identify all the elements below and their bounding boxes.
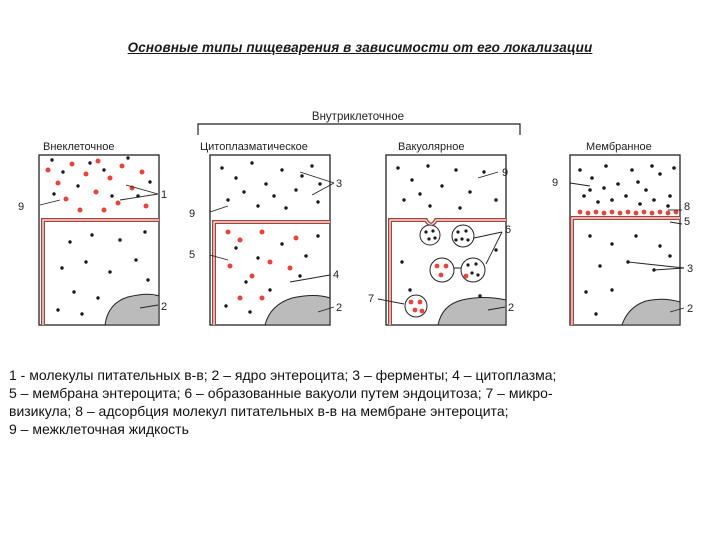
marker-5: 5 bbox=[684, 216, 691, 228]
marker-4: 4 bbox=[333, 269, 340, 281]
marker-9: 9 bbox=[18, 201, 25, 213]
marker-9: 9 bbox=[502, 167, 509, 179]
marker-6: 6 bbox=[505, 224, 512, 236]
marker-2: 2 bbox=[508, 302, 515, 314]
group-label: Внутриклеточное bbox=[311, 111, 405, 123]
panel-extracellular bbox=[18, 141, 167, 325]
panel-membrane bbox=[552, 141, 693, 325]
page-title: Основные типы пищеварения в зависимости от его локализации bbox=[127, 40, 593, 55]
marker-1: 1 bbox=[161, 189, 168, 201]
panel-label: Вакуолярное bbox=[398, 141, 465, 153]
legend-line: визикула; 8 – адсорбция молекул питательных в-в на мембране энтероцита; bbox=[9, 403, 509, 419]
marker-9: 9 bbox=[189, 208, 196, 220]
marker-3: 3 bbox=[687, 263, 694, 275]
panel-vacuolar bbox=[368, 141, 514, 325]
legend-line: 9 – межклеточная жидкость bbox=[9, 421, 189, 437]
panel-label: Внеклеточное bbox=[43, 141, 115, 153]
panel-label: Цитоплазматическое bbox=[200, 141, 308, 153]
panel-label: Мембранное bbox=[586, 141, 652, 153]
marker-3: 3 bbox=[336, 178, 343, 190]
legend-line: 5 – мембрана энтероцита; 6 – образованные вакуоли путем эндоцитоза; 7 – микро- bbox=[9, 385, 553, 401]
marker-8: 8 bbox=[684, 201, 691, 213]
legend-line: 1 - молекулы питательных в-в; 2 – ядро энтероцита; 3 – ферменты; 4 – цитоплазма; bbox=[9, 367, 557, 383]
marker-7: 7 bbox=[368, 293, 375, 305]
marker-5: 5 bbox=[189, 249, 196, 261]
marker-2: 2 bbox=[161, 301, 168, 313]
marker-2: 2 bbox=[336, 302, 343, 314]
intracellular-bracket bbox=[198, 111, 520, 135]
legend bbox=[9, 366, 714, 438]
panel-cytoplasmic bbox=[189, 141, 342, 325]
marker-2: 2 bbox=[687, 303, 694, 315]
marker-9: 9 bbox=[552, 177, 559, 189]
